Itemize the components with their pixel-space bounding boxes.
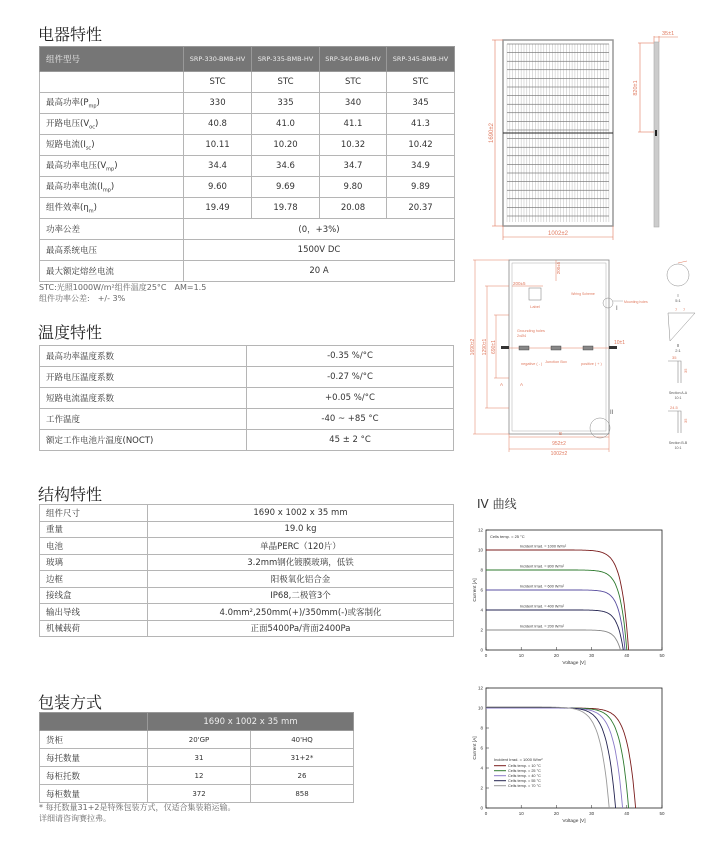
value-20gp: 12 bbox=[148, 767, 251, 785]
y-tick-label: 10 bbox=[477, 547, 483, 553]
packing-row bbox=[40, 749, 354, 767]
x-tick-label: 40 bbox=[624, 811, 630, 816]
front-side-drawing bbox=[470, 20, 710, 250]
electrical-row bbox=[40, 156, 455, 177]
value-cell: -0.35 %/°C bbox=[247, 346, 454, 367]
model-name: SRP-335-BMB-HV bbox=[252, 47, 320, 72]
structure-row bbox=[40, 505, 454, 522]
label-text: Label bbox=[530, 304, 540, 309]
x-axis-label: Voltage [V] bbox=[562, 819, 586, 823]
electrical-title: 电器特性 bbox=[38, 25, 103, 44]
note-line: 详细请咨询赛拉弗。 bbox=[39, 814, 111, 823]
value-40hq: 26 bbox=[251, 767, 354, 785]
value-cell: 10.42 bbox=[387, 135, 455, 156]
back-d2-label: 690±1 bbox=[491, 340, 497, 354]
mark-2: II bbox=[610, 410, 614, 416]
y-tick-label: 4 bbox=[480, 607, 483, 613]
label-pos-label: 200±5 bbox=[513, 281, 526, 286]
packing-notes bbox=[39, 802, 236, 824]
label-text: 最高功率电压(V bbox=[46, 161, 107, 172]
x-tick-label: 20 bbox=[553, 653, 559, 658]
value-40hq: 31+2* bbox=[251, 749, 354, 767]
label-subscript: m bbox=[88, 208, 94, 215]
value-20gp: 372 bbox=[148, 785, 251, 803]
y-tick-label: 0 bbox=[480, 647, 483, 653]
front-height-label: 1690±2 bbox=[489, 123, 495, 143]
detail-2-scale: 2:1 bbox=[675, 348, 681, 353]
structure-row bbox=[40, 571, 454, 588]
condition-row bbox=[40, 72, 455, 93]
value-cell: 40.8 bbox=[184, 114, 252, 135]
inner-width-label: 952±2 bbox=[552, 441, 566, 447]
row-label: 边框 bbox=[40, 571, 148, 588]
condition-cell: STC bbox=[387, 72, 455, 93]
label-subscript: sc bbox=[85, 145, 92, 152]
y-axis-label: Current [A] bbox=[473, 736, 478, 760]
section-b-title: Section B-B bbox=[668, 441, 688, 445]
note-line: STC:光照1000W/m²组件温度25°C AM=1.5 bbox=[39, 283, 207, 292]
x-tick-label: 10 bbox=[518, 653, 524, 658]
y-tick-label: 8 bbox=[480, 725, 483, 731]
side-thickness-label: 35±1 bbox=[662, 31, 675, 37]
series-label: Incident Irrad. = 800 W/m² bbox=[520, 564, 564, 569]
row-label: 电池 bbox=[40, 538, 148, 555]
value-cell: 正面5400Pa/背面2400Pa bbox=[148, 620, 454, 637]
temperature-row bbox=[40, 409, 454, 430]
row-label: 开路电压温度系数 bbox=[40, 367, 247, 388]
y-axis-label: Current [A] bbox=[473, 578, 478, 602]
x-tick-label: 20 bbox=[553, 811, 559, 816]
value-cell: 335 bbox=[252, 93, 320, 114]
structure-row bbox=[40, 554, 454, 571]
label-text: 最高功率(P bbox=[46, 98, 89, 109]
value-cell: 41.0 bbox=[252, 114, 320, 135]
structure-title: 结构特性 bbox=[38, 485, 103, 504]
series-label: Incident Irrad. = 400 W/m² bbox=[520, 604, 564, 609]
y-tick-label: 4 bbox=[480, 765, 483, 771]
temperature-row bbox=[40, 388, 454, 409]
temperature-row bbox=[40, 346, 454, 367]
mounting-text: Mounting holes bbox=[624, 300, 648, 304]
section-b: B bbox=[559, 431, 563, 436]
x-tick-label: 0 bbox=[484, 811, 488, 816]
row-label: 每托数量 bbox=[40, 749, 148, 767]
model-name: SRP-330-BMB-HV bbox=[184, 47, 252, 72]
mark-1: I bbox=[616, 306, 618, 312]
value-cell: 19.78 bbox=[252, 198, 320, 219]
row-label: 额定工作电池片温度(NOCT) bbox=[40, 430, 247, 451]
junction-text: Junction Box bbox=[545, 360, 567, 364]
structure-row bbox=[40, 538, 454, 555]
row-label: 输出导线 bbox=[40, 604, 148, 621]
value-cell: 阳极氧化铝合金 bbox=[148, 571, 454, 588]
section-a-height: 35 bbox=[683, 368, 688, 373]
label-suffix: ) bbox=[114, 161, 118, 172]
back-d1-label: 1290±1 bbox=[482, 338, 488, 356]
value-cell: 41.1 bbox=[320, 114, 387, 135]
section-b-width: 24.5 bbox=[670, 405, 678, 410]
temperature-row bbox=[40, 367, 454, 388]
packing-title: 包装方式 bbox=[38, 693, 103, 712]
value-cell: 单晶PERC（120片） bbox=[148, 538, 454, 555]
row-label bbox=[40, 135, 184, 156]
series-label: Incident Irrad. = 200 W/m² bbox=[520, 624, 564, 629]
empty-cell bbox=[40, 72, 184, 93]
row-label: 每柜数量 bbox=[40, 785, 148, 803]
value-cell: 1500V DC bbox=[184, 240, 455, 261]
value-cell: 9.60 bbox=[184, 177, 252, 198]
value-cell: 10.32 bbox=[320, 135, 387, 156]
value-cell: 1690 x 1002 x 35 mm bbox=[148, 505, 454, 522]
row-label: 玻璃 bbox=[40, 554, 148, 571]
label-subscript: mp bbox=[102, 187, 111, 194]
section-a-left: A bbox=[500, 382, 504, 387]
series-label: Incident Irrad. = 1000 W/m² bbox=[520, 544, 567, 549]
label-text: 开路电压(V bbox=[46, 119, 90, 130]
value-cell: +0.05 %/°C bbox=[247, 388, 454, 409]
legend-label: Cells temp. = 10 °C bbox=[508, 764, 541, 768]
label-top-label: 200±5 bbox=[556, 261, 561, 275]
model-header-label: 组件型号 bbox=[40, 47, 184, 72]
y-tick-label: 6 bbox=[480, 745, 483, 751]
value-cell: 45 ± 2 °C bbox=[247, 430, 454, 451]
back-width-label: 1002±2 bbox=[550, 451, 568, 457]
row-label: 组件尺寸 bbox=[40, 505, 148, 522]
condition-cell: STC bbox=[252, 72, 320, 93]
electrical-merged-row bbox=[40, 219, 455, 240]
x-tick-label: 0 bbox=[484, 653, 488, 658]
detail-2-label: II bbox=[676, 343, 680, 348]
row-label: 短路电流温度系数 bbox=[40, 388, 247, 409]
detail-1-scale: 5:1 bbox=[675, 298, 681, 303]
electrical-row bbox=[40, 93, 455, 114]
legend-label: Cells temp. = 70 °C bbox=[508, 784, 541, 788]
legend-label: Cells temp. = 25 °C bbox=[508, 769, 541, 773]
row-label bbox=[40, 177, 184, 198]
y-tick-label: 0 bbox=[480, 805, 483, 811]
x-tick-label: 40 bbox=[624, 653, 630, 658]
back-drawing bbox=[465, 253, 715, 458]
row-label: 工作温度 bbox=[40, 409, 247, 430]
chart-annotation: Cells temp. = 25 °C bbox=[490, 534, 525, 539]
label-suffix: ) bbox=[94, 119, 99, 130]
x-axis-label: Voltage [V] bbox=[562, 661, 586, 666]
label-suffix: ) bbox=[96, 98, 100, 109]
row-label bbox=[40, 93, 184, 114]
value-cell: 330 bbox=[184, 93, 252, 114]
section-a-title: Section A-A bbox=[668, 391, 688, 395]
empty-cell bbox=[40, 713, 148, 731]
packing-header: 1690 x 1002 x 35 mm bbox=[148, 713, 354, 731]
label-subscript: mp bbox=[88, 103, 97, 110]
iv-chart-irradiance bbox=[470, 520, 700, 670]
value-cell: 345 bbox=[387, 93, 455, 114]
value-cell: 41.3 bbox=[387, 114, 455, 135]
value-cell: 9.69 bbox=[252, 177, 320, 198]
value-cell: 9.80 bbox=[320, 177, 387, 198]
negative-text: negative ( - ) bbox=[521, 362, 543, 366]
value-cell: 34.9 bbox=[387, 156, 455, 177]
value-20gp: 31 bbox=[148, 749, 251, 767]
value-cell: 34.7 bbox=[320, 156, 387, 177]
y-tick-label: 2 bbox=[480, 785, 483, 791]
label-text: 短路电流(I bbox=[46, 140, 86, 151]
structure-row bbox=[40, 620, 454, 637]
row-label: 货柜 bbox=[40, 731, 148, 749]
note-line: * 每托数量31+2是特殊包装方式，仅适合集装箱运输。 bbox=[39, 803, 236, 812]
packing-row bbox=[40, 767, 354, 785]
value-40hq: 858 bbox=[251, 785, 354, 803]
packing-table bbox=[39, 712, 354, 803]
legend-label: Cells temp. = 55 °C bbox=[508, 779, 541, 783]
value-cell: (0，+3%) bbox=[184, 219, 455, 240]
electrical-row bbox=[40, 114, 455, 135]
detail-2-dim-b: 7 bbox=[683, 307, 686, 312]
value-cell: 4.0mm²,250mm(+)/350mm(-)或客制化 bbox=[148, 604, 454, 621]
y-tick-label: 8 bbox=[480, 567, 483, 573]
x-tick-label: 30 bbox=[589, 653, 595, 658]
temperature-table bbox=[39, 345, 454, 451]
value-cell: 34.4 bbox=[184, 156, 252, 177]
row-label bbox=[40, 198, 184, 219]
structure-row bbox=[40, 587, 454, 604]
plot-area bbox=[486, 688, 662, 808]
value-cell: 10.11 bbox=[184, 135, 252, 156]
structure-row bbox=[40, 604, 454, 621]
electrical-row bbox=[40, 198, 455, 219]
structure-table bbox=[39, 504, 454, 637]
y-tick-label: 12 bbox=[477, 527, 483, 533]
iv-title: IV 曲线 bbox=[477, 497, 517, 511]
value-cell: 19.0 kg bbox=[148, 521, 454, 538]
electrical-row bbox=[40, 135, 455, 156]
value-cell: 19.49 bbox=[184, 198, 252, 219]
wiring-text: Wiring Scheme bbox=[571, 292, 595, 296]
value-20gp: 20'GP bbox=[148, 731, 251, 749]
grounding-sub-text: 2xØ4 bbox=[517, 334, 527, 338]
value-cell: -40 ~ +85 °C bbox=[247, 409, 454, 430]
value-cell: 9.89 bbox=[387, 177, 455, 198]
x-tick-label: 50 bbox=[659, 811, 665, 816]
legend-label: Cells temp. = 40 °C bbox=[508, 774, 541, 778]
row-label: 接线盒 bbox=[40, 587, 148, 604]
iv-chart-temperature bbox=[470, 678, 700, 823]
front-width-label: 1002±2 bbox=[548, 231, 568, 237]
electrical-table bbox=[39, 46, 455, 282]
value-cell: 3.2mm钢化镀膜玻璃，低铁 bbox=[148, 554, 454, 571]
value-cell: 34.6 bbox=[252, 156, 320, 177]
value-cell: IP68,二极管3个 bbox=[148, 587, 454, 604]
condition-cell: STC bbox=[320, 72, 387, 93]
detail-1-label: I bbox=[677, 293, 679, 298]
label-subscript: mp bbox=[106, 166, 115, 173]
temperature-row bbox=[40, 430, 454, 451]
value-cell: -0.27 %/°C bbox=[247, 367, 454, 388]
electrical-row bbox=[40, 177, 455, 198]
label-suffix: ) bbox=[91, 140, 95, 151]
y-tick-label: 10 bbox=[477, 705, 483, 711]
model-name: SRP-340-BMB-HV bbox=[320, 47, 387, 72]
label-subscript: oc bbox=[89, 124, 95, 131]
electrical-notes bbox=[39, 282, 206, 304]
temperature-title: 温度特性 bbox=[38, 323, 103, 342]
value-40hq: 40'HQ bbox=[251, 731, 354, 749]
packing-row bbox=[40, 785, 354, 803]
section-b-scale: 10:1 bbox=[674, 446, 682, 450]
electrical-merged-row bbox=[40, 240, 455, 261]
back-height-label: 1690±2 bbox=[470, 338, 476, 356]
row-label: 每柜托数 bbox=[40, 767, 148, 785]
value-cell: 20.37 bbox=[387, 198, 455, 219]
row-label: 功率公差 bbox=[40, 219, 184, 240]
value-cell: 340 bbox=[320, 93, 387, 114]
section-a-scale: 10:1 bbox=[674, 396, 682, 400]
grounding-text: Grounding holes bbox=[517, 329, 545, 333]
value-cell: 10.20 bbox=[252, 135, 320, 156]
label-text: 组件效率(η bbox=[46, 203, 89, 214]
label-suffix: ) bbox=[110, 182, 115, 193]
condition-cell: STC bbox=[184, 72, 252, 93]
row-label bbox=[40, 114, 184, 135]
model-name: SRP-345-BMB-HV bbox=[387, 47, 455, 72]
row-label: 最高系统电压 bbox=[40, 240, 184, 261]
section-a-width: 35 bbox=[672, 355, 677, 360]
side-hole-label: 820±1 bbox=[633, 80, 639, 96]
positive-text: positive ( + ) bbox=[581, 362, 602, 366]
row-label bbox=[40, 156, 184, 177]
electrical-header-row bbox=[40, 47, 455, 72]
section-a-right: A bbox=[520, 382, 524, 387]
label-suffix: ) bbox=[93, 203, 97, 214]
detail-2-dim-a: 7 bbox=[675, 307, 678, 312]
row-label: 重量 bbox=[40, 521, 148, 538]
y-tick-label: 6 bbox=[480, 587, 483, 593]
label-text: 最高功率电流(I bbox=[46, 182, 103, 193]
section-b-height: 35 bbox=[683, 418, 688, 423]
x-tick-label: 50 bbox=[659, 653, 665, 658]
series-label: Incident Irrad. = 600 W/m² bbox=[520, 584, 564, 589]
row-label: 机械载荷 bbox=[40, 620, 148, 637]
electrical-merged-row bbox=[40, 261, 455, 282]
y-tick-label: 2 bbox=[480, 627, 483, 633]
y-tick-label: 12 bbox=[477, 685, 483, 691]
structure-row bbox=[40, 521, 454, 538]
note-line: 组件功率公差: +/- 3% bbox=[39, 294, 126, 303]
x-tick-label: 30 bbox=[589, 811, 595, 816]
edge-label: 10±1 bbox=[614, 340, 626, 346]
packing-header-row bbox=[40, 713, 354, 731]
packing-row bbox=[40, 731, 354, 749]
legend-title: Incident Irrad. = 1000 W/m² bbox=[494, 757, 543, 762]
value-cell: 20 A bbox=[184, 261, 455, 282]
row-label: 最高功率温度系数 bbox=[40, 346, 247, 367]
row-label: 最大额定熔丝电流 bbox=[40, 261, 184, 282]
x-tick-label: 10 bbox=[518, 811, 524, 816]
value-cell: 20.08 bbox=[320, 198, 387, 219]
